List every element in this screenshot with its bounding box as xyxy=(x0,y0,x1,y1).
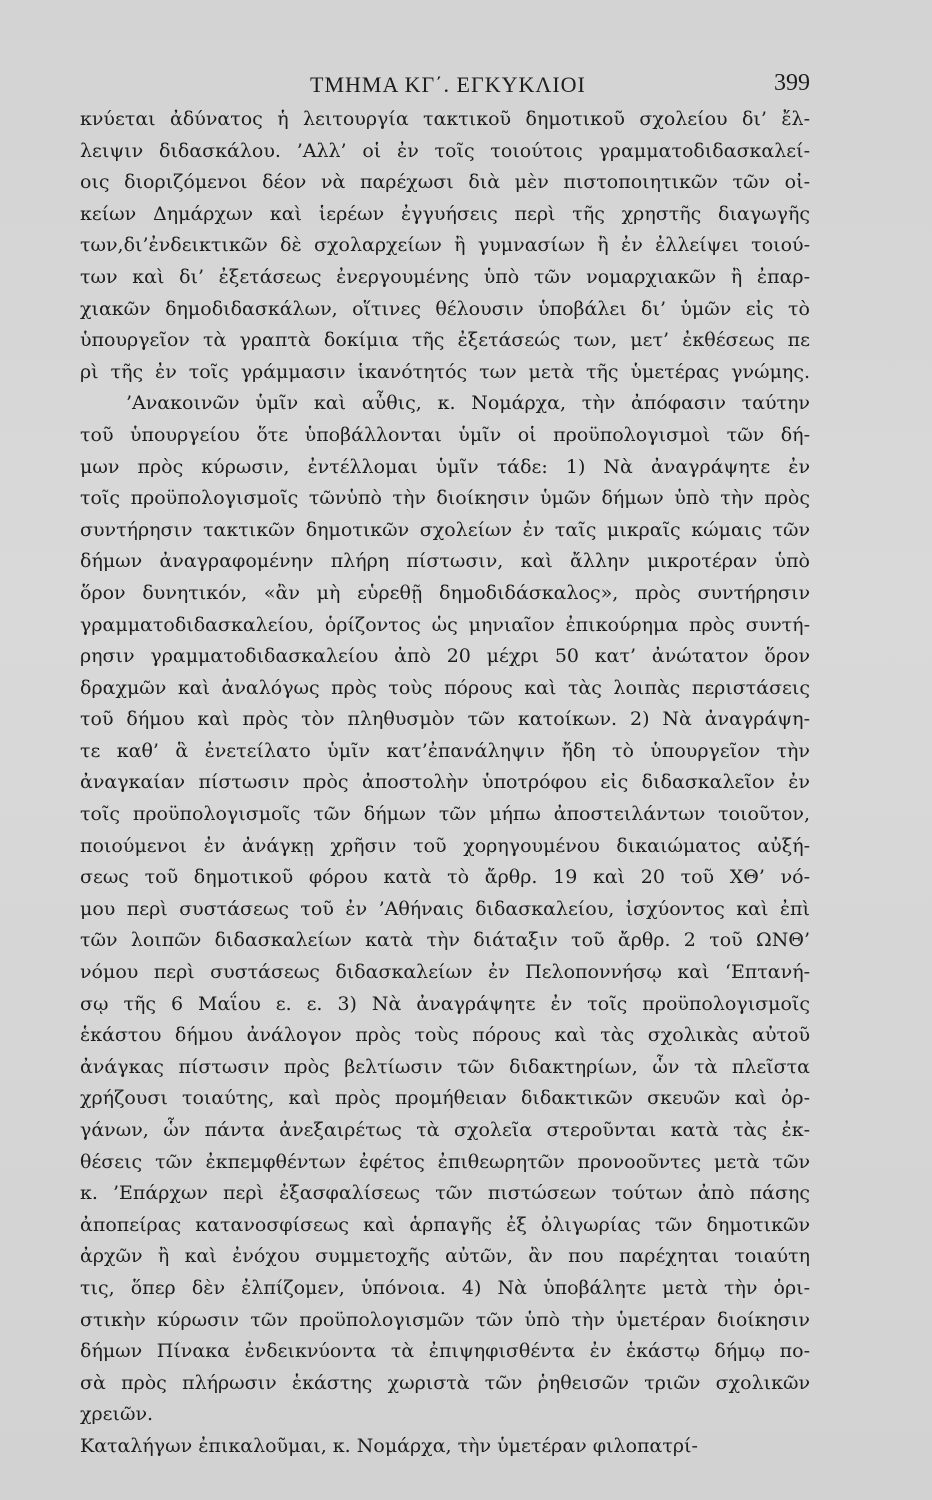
text-line: ἀρχῶν ἢ καὶ ἐνόχου συμμετοχῆς αὐτῶν, ἂν που παρέχηται τοιαύτη xyxy=(80,1245,810,1268)
text-line: στικὴν κύρωσιν τῶν προϋπολογισμῶν τῶν ὑπὸ τὴν ὑμετέραν διοίκησιν xyxy=(80,1308,810,1331)
text-line: τοῦ δήμου καὶ πρὸς τὸν πληθυσμὸν τῶν κατοίκων. 2) Νὰ ἀναγράψη- xyxy=(80,708,810,731)
text-line: σεως τοῦ δημοτικοῦ φόρου κατὰ τὸ ἄρθρ. 19 καὶ 20 τοῦ ΧΘ’ νό- xyxy=(80,866,810,889)
text-line: κνύεται ἀδύνατος ἡ λειτουργία τακτικοῦ δημοτικοῦ σχολείου δι’ ἔλ- xyxy=(80,108,810,130)
text-line: δήμων ἀναγραφομένην πλήρη πίστωσιν, καὶ ἄλλην μικροτέραν ὑπὸ xyxy=(80,550,810,573)
text-line: ρὶ τῆς ἐν τοῖς γράμμασιν ἱκανότητός των μετὰ τῆς ὑμετέρας γνώμης. xyxy=(80,360,810,383)
text-line: τοῖς προϋπολογισμοῖς τῶνὑπὸ τὴν διοίκησιν ὑμῶν δήμων ὑπὸ τὴν πρὸς xyxy=(80,487,810,510)
text-line: ὅρον δυνητικόν, «ἂν μὴ εὑρεθῇ δημοδιδάσκαλος», πρὸς συντήρησιν xyxy=(80,581,810,604)
text-line: νόμου περὶ συστάσεως διδασκαλείων ἐν Πελοποννήσῳ καὶ ‘Επτανή- xyxy=(80,961,810,984)
text-line: μων πρὸς κύρωσιν, ἐντέλλομαι ὑμῖν τάδε: 1) Νὰ ἀναγράψητε ἐν xyxy=(80,455,810,478)
text-line: ποιούμενοι ἐν ἀνάγκῃ χρῆσιν τοῦ χορηγουμένου δικαιώματος αὐξή- xyxy=(80,834,810,857)
text-line: λειψιν διδασκάλου. ’Αλλ’ οἱ ἐν τοῖς τοιούτοις γραμματοδιδασκαλεί- xyxy=(80,139,810,162)
text-line: χιακῶν δημοδιδασκάλων, οἵτινες θέλουσιν ὑποβάλει δι’ ὑμῶν εἰς τὸ xyxy=(80,297,810,320)
text-line: Καταλήγων ἐπικαλοῦμαι, κ. Νομάρχα, τὴν ὑμετέραν φιλοπατρί- xyxy=(80,1434,698,1457)
text-line: χρήζουσι τοιαύτης, καὶ πρὸς προμήθειαν διδακτικῶν σκευῶν καὶ ὀρ- xyxy=(80,1087,810,1110)
text-line: τοῖς προϋπολογισμοῖς τῶν δήμων τῶν μήπω ἀποστειλάντων τοιοῦτον, xyxy=(80,803,810,826)
body-text xyxy=(80,104,810,1494)
page-number: 399 xyxy=(774,70,810,96)
text-line: ἀνάγκας πίστωσιν πρὸς βελτίωσιν τῶν διδακτηρίων, ὧν τὰ πλεῖστα xyxy=(80,1055,810,1078)
text-line: ἀποπείρας κατανοσφίσεως καὶ ἁρπαγῆς ἐξ ὀλιγωρίας τῶν δημοτικῶν xyxy=(80,1213,810,1236)
text-line: τε καθ’ ἃ ἐνετείλατο ὑμῖν κατ’ἐπανάληψιν ἤδη τὸ ὑπουργεῖον τὴν xyxy=(80,739,810,762)
running-head: ΤΜΗΜΑ ΚΓ΄. ΕΓΚΥΚΛΙΟΙ xyxy=(310,72,586,97)
text-line: χρειῶν. xyxy=(80,1403,154,1426)
text-line: γραμματοδιδασκαλείου, ὁρίζοντος ὡς μηνιαῖον ἐπικούρημα πρὸς συντή- xyxy=(80,613,810,636)
text-line: δήμων Πίνακα ἐνδεικνύοντα τὰ ἐπιψηφισθέντα ἐν ἑκάστῳ δήμῳ πο- xyxy=(80,1340,810,1363)
text-line: θέσεις τῶν ἐκπεμφθέντων ἐφέτος ἐπιθεωρητῶν προνοοῦντες μετὰ τῶν xyxy=(80,1150,810,1173)
text-line: των,δι’ἐνδεικτικῶν δὲ σχολαρχείων ἢ γυμνασίων ἢ ἐν ἐλλείψει τοιού- xyxy=(80,234,810,257)
text-line: σῳ τῆς 6 Μαΐου ε. ε. 3) Νὰ ἀναγράψητε ἐν τοῖς προϋπολογισμοῖς xyxy=(80,992,810,1015)
text-line: μου περὶ συστάσεως τοῦ ἐν ’Αθήναις διδασκαλείου, ἰσχύοντος καὶ ἐπὶ xyxy=(80,897,810,920)
text-line: τοῦ ὑπουργείου ὅτε ὑποβάλλονται ὑμῖν οἱ προϋπολογισμοὶ τῶν δή- xyxy=(80,423,810,446)
text-line: συντήρησιν τακτικῶν δημοτικῶν σχολείων ἐν ταῖς μικραῖς κώμαις τῶν xyxy=(80,518,810,541)
text-line: τις, ὅπερ δὲν ἐλπίζομεν, ὑπόνοια. 4) Νὰ ὑποβάλητε μετὰ τὴν ὁρι- xyxy=(80,1276,810,1299)
text-line: των καὶ δι’ ἐξετάσεως ἐνεργουμένης ὑπὸ τῶν νομαρχιακῶν ἢ ἐπαρ- xyxy=(80,265,810,288)
text-line: ὑπουργεῖον τὰ γραπτὰ δοκίμια τῆς ἐξετάσεώς των, μετ’ ἐκθέσεως πε xyxy=(80,329,810,352)
text-line: σὰ πρὸς πλήρωσιν ἑκάστης χωριστὰ τῶν ῥηθεισῶν τριῶν σχολικῶν xyxy=(80,1371,810,1394)
page-header xyxy=(80,70,810,100)
text-line: κείων Δημάρχων καὶ ἱερέων ἐγγυήσεις περὶ τῆς χρηστῆς διαγωγῆς xyxy=(80,202,810,225)
text-line: ’Ανακοινῶν ὑμῖν καὶ αὖθις, κ. Νομάρχα, τὴν ἀπόφασιν ταύτην xyxy=(126,392,810,415)
text-line: τῶν λοιπῶν διδασκαλείων κατὰ τὴν διάταξιν τοῦ ἄρθρ. 2 τοῦ ΩΝΘ’ xyxy=(80,929,810,952)
text-line: δραχμῶν καὶ ἀναλόγως πρὸς τοὺς πόρους καὶ τὰς λοιπὰς περιστάσεις xyxy=(80,676,810,699)
text-line: ἑκάστου δήμου ἀνάλογον πρὸς τοὺς πόρους καὶ τὰς σχολικὰς αὐτοῦ xyxy=(80,1024,810,1047)
text-line: οις διοριζόμενοι δέον νὰ παρέχωσι διὰ μὲν πιστοποιητικῶν τῶν οἰ- xyxy=(80,171,810,194)
text-line: κ. ’Επάρχων περὶ ἐξασφαλίσεως τῶν πιστώσεων τούτων ἀπὸ πάσης xyxy=(80,1182,810,1205)
text-line: ρησιν γραμματοδιδασκαλείου ἀπὸ 20 μέχρι 50 κατ’ ἀνώτατον ὅρον xyxy=(80,645,810,668)
text-line: γάνων, ὧν πάντα ἀνεξαιρέτως τὰ σχολεῖα στεροῦνται κατὰ τὰς ἐκ- xyxy=(80,1119,810,1141)
text-line: ἀναγκαίαν πίστωσιν πρὸς ἀποστολὴν ὑποτρόφου εἰς διδασκαλεῖον ἐν xyxy=(80,771,810,794)
text-line xyxy=(80,1463,810,1495)
